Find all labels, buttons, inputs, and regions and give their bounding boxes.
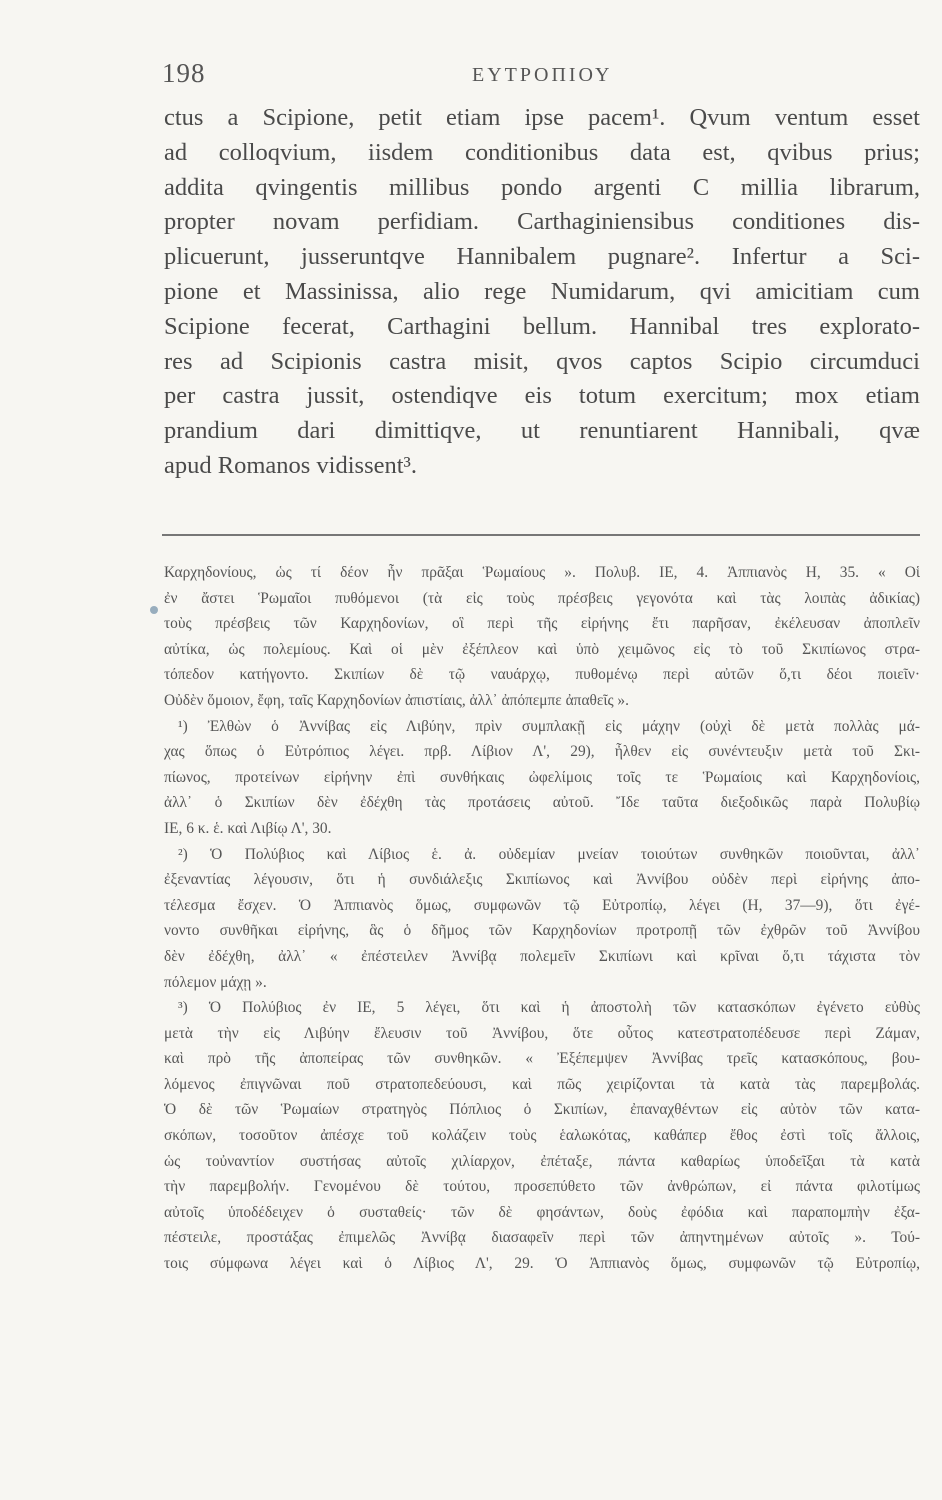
page-number: 198 bbox=[162, 58, 206, 88]
main-latin-text bbox=[164, 101, 920, 484]
footnote-line: πόλεμον μάχῃ ». bbox=[164, 973, 267, 991]
footnote-2-start: ²) Ὁ Πολύβιος καὶ Λίβιος ἑ. ἀ. οὐδεμίαν μνείαν τοιούτων συνθηκῶν ποιοῦνται, ἀλλ᾽ bbox=[178, 845, 920, 863]
footnote-line: τόπεδον κατήγοντο. Σκιπίων δὲ τῷ ναυάρχῳ, πυθομένῳ περὶ αὐτῶν ὅ,τι δέοι ποιεῖν· bbox=[164, 666, 920, 684]
footnote-line: σκόπων, τοσοῦτον ἀπέσχε τοῦ κολάζειν τοὺς ἑαλωκότας, καθάπερ ἔθος ἐστὶ τοῖς ἄλλοις, bbox=[164, 1127, 920, 1145]
footnote-line: αὐτοῖς ὑποδέδειχεν ὁ συσταθείς· τῶν δὲ φησάντων, δοὺς ἐφόδια καὶ παραπομπὴν ἐξα- bbox=[164, 1203, 920, 1221]
text-line: Scipione fecerat, Carthagini bellum. Hannibal tres explorato- bbox=[164, 312, 920, 340]
footnote-line: τοὺς πρέσβεις τῶν Καρχηδονίων, οἳ περὶ τῆς εἰρήνης ἔτι παρῆσαν, ἐκέλευσαν ἀποπλεῖν bbox=[164, 615, 920, 633]
text-line: per castra jussit, ostendiqve eis totum exercitum; mox etiam bbox=[164, 382, 920, 410]
footnote-line: δὲν ἐδέχθη, ἀλλ᾽ « ἐπέστειλεν Ἀννίβᾳ πολεμεῖν Σκιπίωνι καὶ κρῖναι ὅ,τι τάχιστα τὸν bbox=[164, 947, 920, 965]
text-line: propter novam perfidiam. Carthaginiensibus conditiones dis- bbox=[164, 208, 920, 236]
margin-ink-mark bbox=[150, 606, 158, 614]
footnote-line: μετὰ τὴν εἰς Λιβύην ἔλευσιν τοῦ Ἀννίβου, ὅτε οὗτος κατεστρατοπέδευσε περὶ Ζάμαν, bbox=[164, 1024, 920, 1042]
footnote-line: τὴν παρεμβολήν. Γενομένου δὲ τούτου, προσεπύθετο τῶν ἀνθρώπων, εἰ πάντα φιλοτίμως bbox=[164, 1178, 920, 1196]
footnote-3-start: ³) Ὁ Πολύβιος ἐν ΙΕ, 5 λέγει, ὅτι καὶ ἡ ἀποστολὴ τῶν κατασκόπων ἐγένετο εὐθὺς bbox=[178, 999, 920, 1017]
text-line: prandium dari dimittiqve, ut renuntiarent Hannibali, qvæ bbox=[164, 417, 920, 445]
footnote-line: ἀλλ᾽ ὁ Σκιπίων δὲν ἐδέχθη τὰς προτάσεις αὐτοῦ. Ἴδε ταῦτα διεξοδικῶς παρὰ Πολυβίῳ bbox=[164, 794, 920, 812]
text-line: apud Romanos vidissent³. bbox=[164, 451, 418, 479]
footnote-line: ἐξεναντίας λέγουσιν, ὅτι ἡ συνδιάλεξις Σκιπίωνος καὶ Ἀννίβου οὐδὲν περὶ εἰρήνης ἀπο- bbox=[164, 871, 920, 889]
footnote-line: αὐτίκα, ὡς πολεμίους. Καὶ οἱ μὲν ἐξέπλεον καὶ ὑπὸ χειμῶνος εἰς τὸ τοῦ Σκιπίωνος στρα- bbox=[164, 640, 920, 658]
page-header bbox=[162, 58, 920, 98]
footnote-divider bbox=[162, 534, 920, 536]
footnote-line: λόμενος ἐπιγνῶναι ποῦ στρατοπεδεύουσι, καὶ πῶς χειρίζονται τὰ κατὰ τὰς παρεμβολάς. bbox=[164, 1075, 920, 1093]
footnote-line: τέλεσμα ἔσχεν. Ὁ Ἀππιανὸς ὅμως, συμφωνῶν τῷ Εὐτροπίῳ, λέγει (Η, 37—9), ὅτι ἐγέ- bbox=[164, 896, 920, 914]
footnote-line: πέστειλε, προστάξας ἐπιμελῶς Ἀννίβᾳ διασαφεῖν περὶ τῶν ἀπηντημένων αὐτοῖς ». Τού- bbox=[164, 1229, 920, 1247]
footnote-1-start: ¹) Ἐλθὼν ὁ Ἀννίβας εἰς Λιβύην, πρὶν συμπλακῇ εἰς μάχην (οὐχὶ δὲ μετὰ πολλὰς μά- bbox=[178, 717, 920, 735]
running-title: ΕΥΤΡΟΠΙΟΥ bbox=[472, 64, 613, 86]
text-line: ctus a Scipione, petit etiam ipse pacem¹. Qvum ventum esset bbox=[164, 104, 920, 131]
footnote-line: πίωνος, προτείνων εἰρήνην ἐπὶ συνθήκαις ὠφελίμοις τοῖς τε Ῥωμαίοις καὶ Καρχηδονίοις, bbox=[164, 768, 920, 786]
footnote-line: Οὐδὲν ὅμοιον, ἔφη, ταῖς Καρχηδονίων ἀπιστίαις, ἀλλ᾽ ἀπόπεμπε ἀπαθεῖς ». bbox=[164, 691, 629, 709]
text-line: plicuerunt, jusseruntqve Hannibalem pugnare². Infertur a Sci- bbox=[164, 243, 920, 271]
footnote-line: νοντο συνθῆκαι εἰρήνης, ἃς ὁ δῆμος τῶν Καρχηδονίων προτροπῇ τῶν ἐχθρῶν τοῦ Ἀννίβου bbox=[164, 922, 920, 940]
footnote-line: τοις σύμφωνα λέγει καὶ ὁ Λίβιος Λ', 29. Ὁ Ἀππιανὸς ὅμως, συμφωνῶν τῷ Εὐτροπίῳ, bbox=[164, 1255, 920, 1273]
text-line: addita qvingentis millibus pondo argenti C millia librarum, bbox=[164, 173, 920, 201]
text-line: res ad Scipionis castra misit, qvos captos Scipio circumduci bbox=[164, 347, 920, 375]
footnote-line: ὡς τοὐναντίον συστήσας αὐτοῖς χιλίαρχον, ἐπέταξε, πάντα καθαρίως ὑποδεῖξαι τὰ κατὰ bbox=[164, 1152, 920, 1170]
footnote-line: Ὁ δὲ τῶν Ῥωμαίων στρατηγὸς Πόπλιος ὁ Σκιπίων, ἐπαναχθέντων εἰς αὐτὸν τῶν κατα- bbox=[164, 1101, 920, 1119]
footnote-line: Καρχηδονίους, ὡς τί δέον ἦν πρᾶξαι Ῥωμαίους ». Πολυβ. ΙΕ, 4. Ἀππιανὸς Η, 35. « Οἱ bbox=[164, 564, 920, 581]
footnote-line: χας ὅπως ὁ Εὐτρόπιος λέγει. πρβ. Λίβιον Λ', 29), ἦλθεν εἰς συνέντευξιν μετὰ τοῦ Σκι- bbox=[164, 743, 920, 761]
footnote-line: καὶ πρὸ τῆς ἀποπείρας τῶν συνθηκῶν. « Ἐξέπεμψεν Ἀννίβας τρεῖς κατασκόπους, βου- bbox=[164, 1050, 920, 1068]
text-line: pione et Massinissa, alio rege Numidarum, qvi amicitiam cum bbox=[164, 277, 920, 305]
footnote-line: ΙΕ, 6 κ. ἑ. καὶ Λιβίῳ Λ', 30. bbox=[164, 819, 332, 837]
text-line: ad colloqvium, iisdem conditionibus data est, qvibus prius; bbox=[164, 138, 920, 166]
footnote-line: ἐν ἄστει Ῥωμαῖοι πυθόμενοι (τὰ εἰς τοὺς πρέσβεις γεγονότα καὶ τὰς λοιπὰς ἀδικίας) bbox=[164, 589, 920, 607]
footnotes-greek bbox=[164, 560, 920, 1277]
